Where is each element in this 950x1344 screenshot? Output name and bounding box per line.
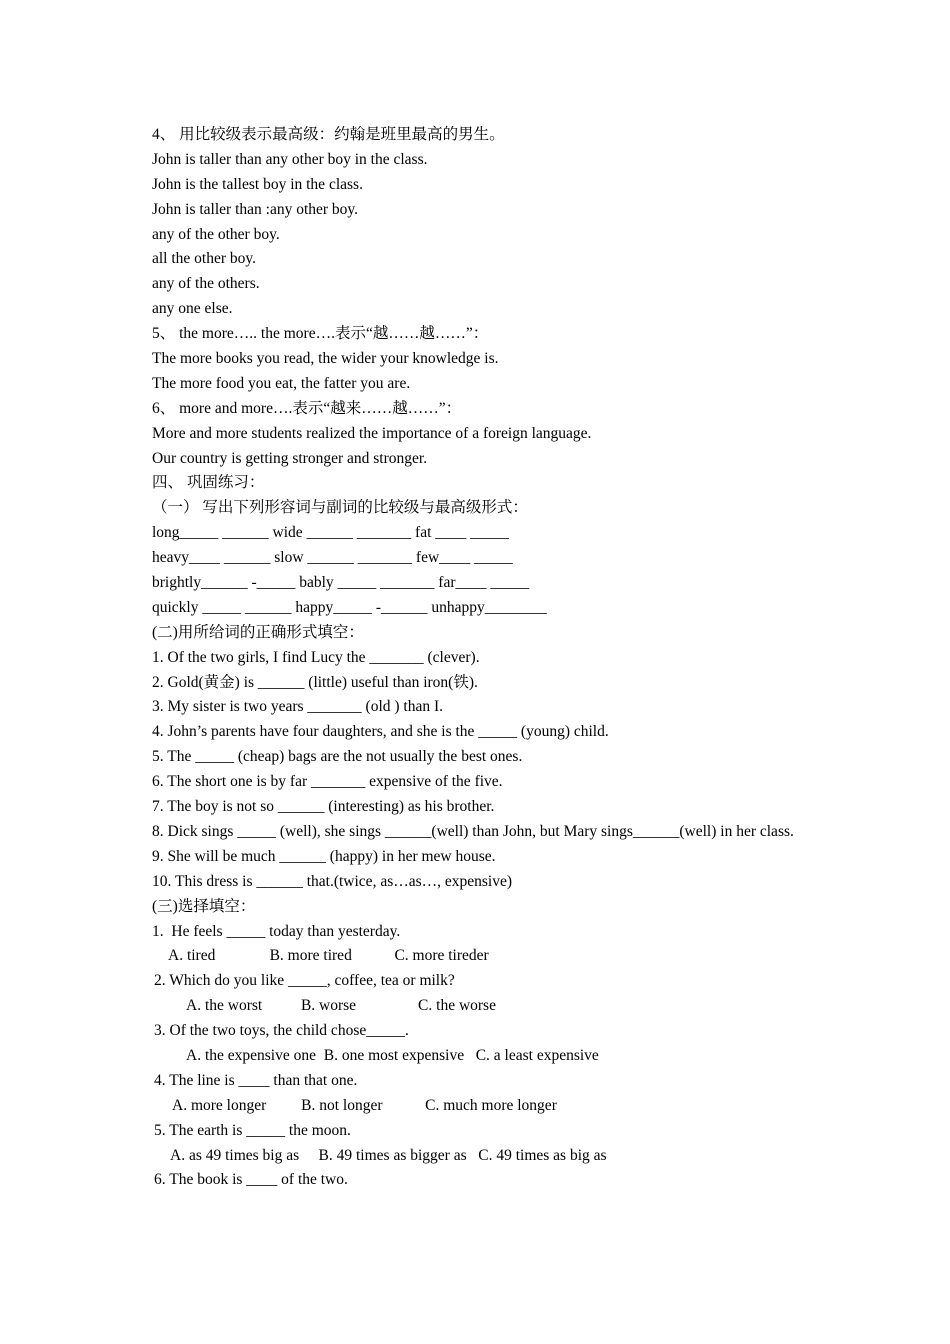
choice-question: 4. The line is ____ than that one. (154, 1071, 358, 1089)
exercise-2-heading: (二)用所给词的正确形式填空： (152, 623, 364, 641)
blank-row: quickly _____ ______ happy_____ -______ unhappy________ (152, 598, 547, 616)
example-phrase: any one else. (152, 300, 233, 318)
choice-options: A. as 49 times big as B. 49 times as bigger as C. 49 times as big as (170, 1146, 607, 1164)
example-sentence: John is taller than any other boy in the class. (152, 150, 428, 168)
fill-in-question: 1. Of the two girls, I find Lucy the _______ (clever). (152, 648, 480, 666)
document-page (152, 123, 832, 1193)
fill-in-question: 8. Dick sings _____ (well), she sings ______(well) than John, but Mary sings______(well) in her class. (152, 822, 794, 840)
example-sentence: John is taller than :any other boy. (152, 200, 359, 218)
exercise-3-heading: (三)选择填空： (152, 897, 256, 915)
choice-question: 1. He feels _____ today than yesterday. (152, 922, 401, 940)
practice-heading: 四、 巩固练习： (152, 474, 265, 492)
choice-options: A. the worst B. worse C. the worse (186, 997, 496, 1015)
choice-question: 3. Of the two toys, the child chose_____. (154, 1022, 409, 1040)
example-sentence: More and more students realized the importance of a foreign language. (152, 424, 592, 442)
fill-in-question: 3. My sister is two years _______ (old ) than I. (152, 698, 444, 716)
section-6-heading: 6、 more and more….表示“越来……越……”： (152, 399, 462, 417)
choice-question: 6. The book is ____ of the two. (154, 1171, 348, 1189)
choice-options: A. tired B. more tired C. more tireder (168, 947, 489, 965)
fill-in-question: 2. Gold(黄金) is ______ (little) useful than iron(铁). (152, 673, 478, 691)
blank-row: heavy____ ______ slow ______ _______ few____ _____ (152, 549, 513, 567)
example-sentence: The more food you eat, the fatter you are. (152, 374, 411, 392)
choice-question: 2. Which do you like _____, coffee, tea or milk? (154, 972, 455, 990)
fill-in-question: 4. John’s parents have four daughters, and she is the _____ (young) child. (152, 723, 609, 741)
exercise-1-heading: （一） 写出下列形容词与副词的比较级与最高级形式： (152, 499, 528, 517)
fill-in-question: 9. She will be much ______ (happy) in her mew house. (152, 847, 496, 865)
example-sentence: John is the tallest boy in the class. (152, 175, 363, 193)
blank-row: brightly______ -_____ bably _____ _______ far____ _____ (152, 574, 530, 592)
example-phrase: any of the others. (152, 275, 260, 293)
fill-in-question: 6. The short one is by far _______ expensive of the five. (152, 773, 503, 791)
choice-question: 5. The earth is _____ the moon. (154, 1121, 351, 1139)
section-5-heading: 5、 the more….. the more….表示“越……越……”： (152, 325, 489, 343)
choice-options: A. more longer B. not longer C. much more longer (172, 1096, 557, 1114)
fill-in-question: 7. The boy is not so ______ (interesting) as his brother. (152, 798, 495, 816)
fill-in-question: 10. This dress is ______ that.(twice, as…as…, expensive) (152, 872, 513, 890)
example-phrase: all the other boy. (152, 250, 257, 268)
example-sentence: The more books you read, the wider your knowledge is. (152, 350, 499, 368)
example-sentence: Our country is getting stronger and stronger. (152, 449, 428, 467)
choice-options: A. the expensive one B. one most expensive C. a least expensive (186, 1046, 599, 1064)
example-phrase: any of the other boy. (152, 225, 280, 243)
blank-row: long_____ ______ wide ______ _______ fat ____ _____ (152, 524, 509, 542)
fill-in-question: 5. The _____ (cheap) bags are the not usually the best ones. (152, 748, 523, 766)
section-4-heading: 4、 用比较级表示最高级：约翰是班里最高的男生。 (152, 126, 505, 143)
